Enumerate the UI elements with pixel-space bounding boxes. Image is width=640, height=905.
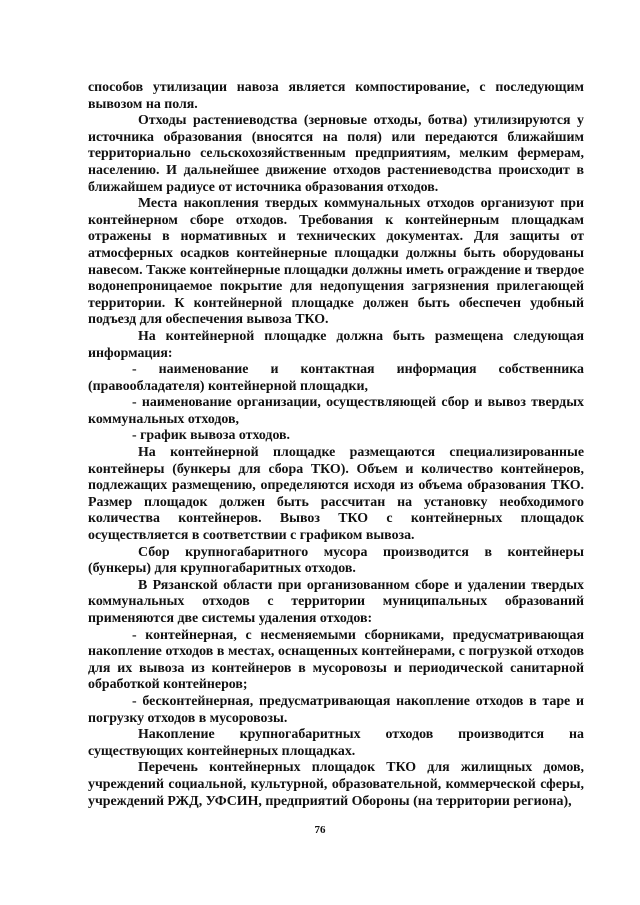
- paragraph-2: Отходы растениеводства (зерновые отходы, ботва) утилизируются у источника образования (вносятся на поля) или передаются ближайшим территориально сельскохозяйственным предприятиям, мелким фермерам, населению. И дальнейшее движение отходов растениеводства происходит в ближайшем радиусе от источника образования отходов.: [88, 113, 584, 195]
- paragraph-4: На контейнерной площадке должна быть размещена следующая информация:: [88, 328, 584, 361]
- body-text: [88, 80, 584, 810]
- list-item-4: - контейнерная, с несменяемыми сборниками, предусматривающая накопление отходов в местах, оснащенных контейнерами, с погрузкой отходов для их вывоза из контейнеров в мусоровозы и периодической санитарной обработкой контейнеров;: [88, 627, 584, 693]
- list-item-2: - наименование организации, осуществляющей сбор и вывоз твердых коммунальных отходов,: [88, 395, 584, 427]
- paragraph-8: Накопление крупногабаритных отходов производится на существующих контейнерных площадках.: [88, 727, 584, 759]
- paragraph-1: способов утилизации навоза является компостирование, с последующим вывозом на поля.: [88, 80, 584, 112]
- list-item-1: - наименование и контактная информация собственника (правообладателя) контейнерной площадки,: [88, 362, 584, 394]
- paragraph-6: Сбор крупногабаритного мусора производится в контейнеры (бункеры) для крупногабаритных отходов.: [88, 544, 584, 577]
- paragraph-3: Места накопления твердых коммунальных отходов организуют при контейнерном сборе отходов. Требования к контейнерным площадкам отражены в нормативных и технических документах. Для защиты от атмосферных осадков контейнерные площадки должны быть оборудованы навесом. Также контейнерные площадки должны иметь ограждение и твердое водонепроницаемое покрытие для недопущения загрязнения прилегающей территории. К контейнерной площадке должен быть обеспечен удобный подъезд для обеспечения вывоза ТКО.: [88, 196, 584, 328]
- paragraph-5: На контейнерной площадке размещаются специализированные контейнеры (бункеры для сбора ТКО). Объем и количество контейнеров, подлежащих размещению, определяются исходя из объема образования ТКО. Размер площадок должен быть рассчитан на установку необходимого количества контейнеров. Вывоз ТКО с контейнерных площадок осуществляется в соответствии с графиком вывоза.: [88, 445, 584, 544]
- list-item-3: - график вывоза отходов.: [132, 428, 291, 444]
- paragraph-7: В Рязанской области при организованном сборе и удалении твердых коммунальных отходов с территории муниципальных образований применяются две системы удаления отходов:: [88, 577, 584, 626]
- list-item-5: - бесконтейнерная, предусматривающая накопление отходов в таре и погрузку отходов в мусоровозы.: [88, 693, 584, 726]
- page-number: 76: [314, 824, 326, 836]
- paragraph-9: Перечень контейнерных площадок ТКО для жилищных домов, учреждений социальной, культурной, образовательной, коммерческой сферы, учреждений РЖД, УФСИН, предприятий Обороны (на территории региона),: [88, 760, 584, 809]
